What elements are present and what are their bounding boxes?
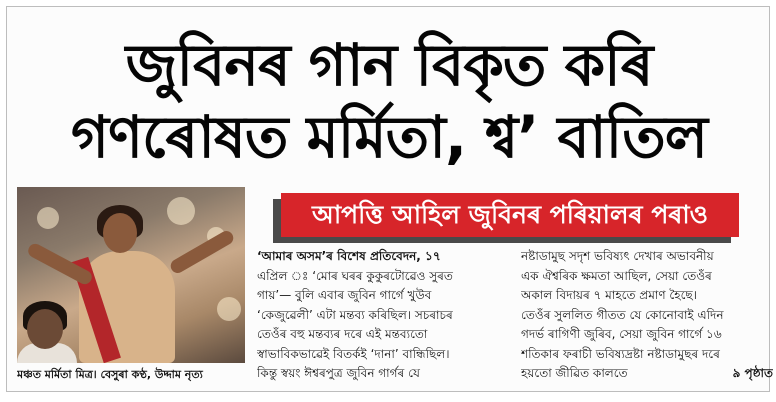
article-line: কিন্তু স্বয়ং ঈশ্বৰপুত্ৰ জুবিন গাৰ্গৰ যে [257,366,420,380]
article-line: ‘কেজুৱেলী’ এটা মন্তব্য কৰিছিল। সচৰাচৰ [257,307,453,322]
headline-line-2: গণৰোষত মৰ্মিতা, শ্ব’ বাতিল [71,103,707,171]
article-line: অকাল বিদায়ৰ ৭ মাহতে প্ৰমাণ হৈছে। [521,288,697,302]
subheadline: আপত্তি আহিল জুবিনৰ পৰিয়ালৰ পৰাও [281,193,739,237]
article-line: নষ্টাডামুছ সদৃশ ভবিষ্যৎ দেখাৰ অভাবনীয় [521,249,714,263]
article-line: গায়’— বুলি এবাৰ জুবিন গাৰ্গে খুউব [257,288,432,302]
article-line: ‘আমাৰ অসম’ৰ বিশেষ প্ৰতিবেদন, ১৭ [257,249,441,263]
newspaper-clipping [6,6,773,392]
article-line: এক ঐশ্বৰিক ক্ষমতা আছিল, সেয়া তেওঁৰ [521,268,712,283]
news-photo [17,187,245,363]
article-line: গদৰ্ভ ৰাগিণী জুৰিব, সেয়া জুবিন গাৰ্গে ১৬ [521,327,722,341]
article-line [521,364,773,384]
article-line: এপ্ৰিল ঃ ‘মোৰ ঘৰৰ কুকুৰটোৱেও সুৰত [257,268,453,283]
headline-line-1: জুবিনৰ গান বিকৃত কৰি [125,31,653,99]
article-column-2 [521,247,773,384]
photo-caption: মঞ্চত মৰ্মিতা মিত্ৰ। বেসুৰা কণ্ঠ, উদ্দাম নৃত্য [17,368,203,381]
article-line: শতিকাৰ ফৰাচী ভবিষ্যদ্ৰষ্টা নষ্টাডামুছৰ দৰে [521,346,720,361]
article-line: স্বাভাবিকভাৱেই বিতৰ্কই ‘দানা’ বান্ধিছিল। [257,346,450,361]
continued-on-page: ৯ পৃষ্ঠাত [732,366,773,380]
article-line: তেওঁৰ সুললিত গীতত যে কোনোবাই এদিন [521,307,724,322]
article-line-text: হয়তো জীৱিত কালতে [521,366,628,380]
article-column-1 [257,247,513,384]
article-line: তেওঁৰ বহু মন্তব্যৰ দৰে এই মন্তব্যতো [257,327,428,341]
